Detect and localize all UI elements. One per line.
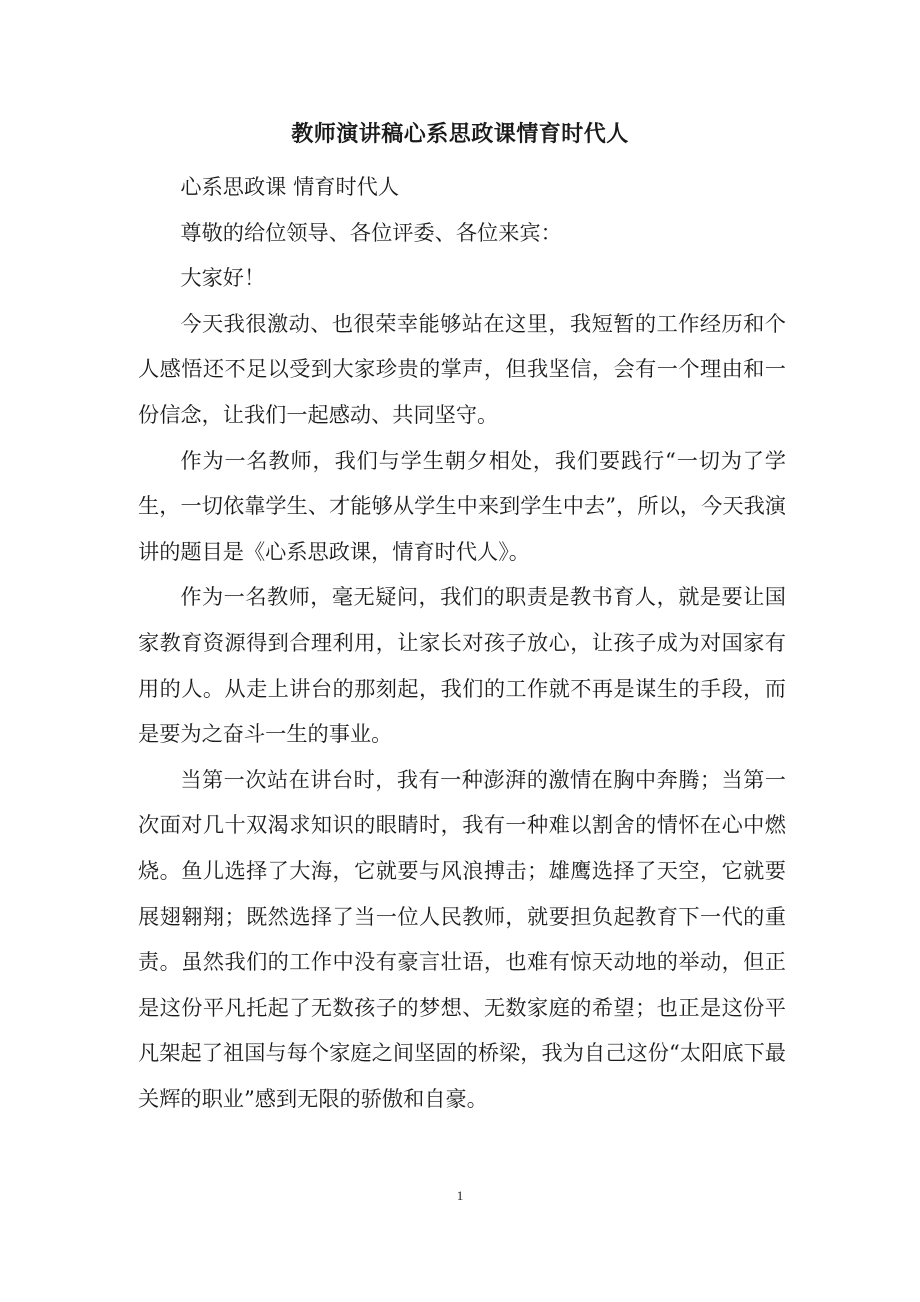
- paragraph: 作为一名教师，毫无疑问，我们的职责是教书育人，就是要让国家教育资源得到合理利用，让家长对孩子放心，让孩子成为对国家有用的人。从走上讲台的那刻起，我们的工作就不再是谋生的手段，而是要为之奋斗一生的事业。: [138, 584, 786, 747]
- paragraph-salutation: 尊敬的给位领导、各位评委、各位来宾：: [180, 219, 562, 245]
- paragraph: 今天我很激动、也很荣幸能够站在这里，我短暂的工作经历和个人感悟还不足以受到大家珍贵的掌声，但我坚信，会有一个理由和一份信念，让我们一起感动、共同坚守。: [138, 310, 786, 427]
- document-body: [138, 164, 786, 1121]
- paragraph-subtitle: 心系思政课 情育时代人: [180, 174, 400, 199]
- paragraph-greeting: 大家好！: [180, 265, 266, 291]
- paragraph: 作为一名教师，我们与学生朝夕相处，我们要践行“一切为了学生，一切依靠学生、才能够从学生中来到学生中去”，所以，今天我演讲的题目是《心系思政课，情育时代人》。: [138, 447, 786, 564]
- paragraph: 当第一次站在讲台时，我有一种澎湃的激情在胸中奔腾；当第一次面对几十双渴求知识的眼睛时，我有一种难以割舍的情怀在心中燃烧。鱼儿选择了大海，它就要与风浪搏击；雄鹰选择了天空，它就要展翅翱翔；既然选择了当一位人民教师，就要担负起教育下一代的重责。虽然我们的工作中没有豪言壮语，也难有惊天动地的举动，但正是这份平凡托起了无数孩子的梦想、无数家庭的希望；也正是这份平凡架起了祖国与每个家庭之间坚固的桥梁，我为自己这份“太阳底下最关辉的职业”感到无限的骄傲和自豪。: [138, 766, 786, 1111]
- document-title: 教师演讲稿心系思政课情育时代人: [291, 122, 629, 147]
- page-number: 1: [456, 1188, 464, 1203]
